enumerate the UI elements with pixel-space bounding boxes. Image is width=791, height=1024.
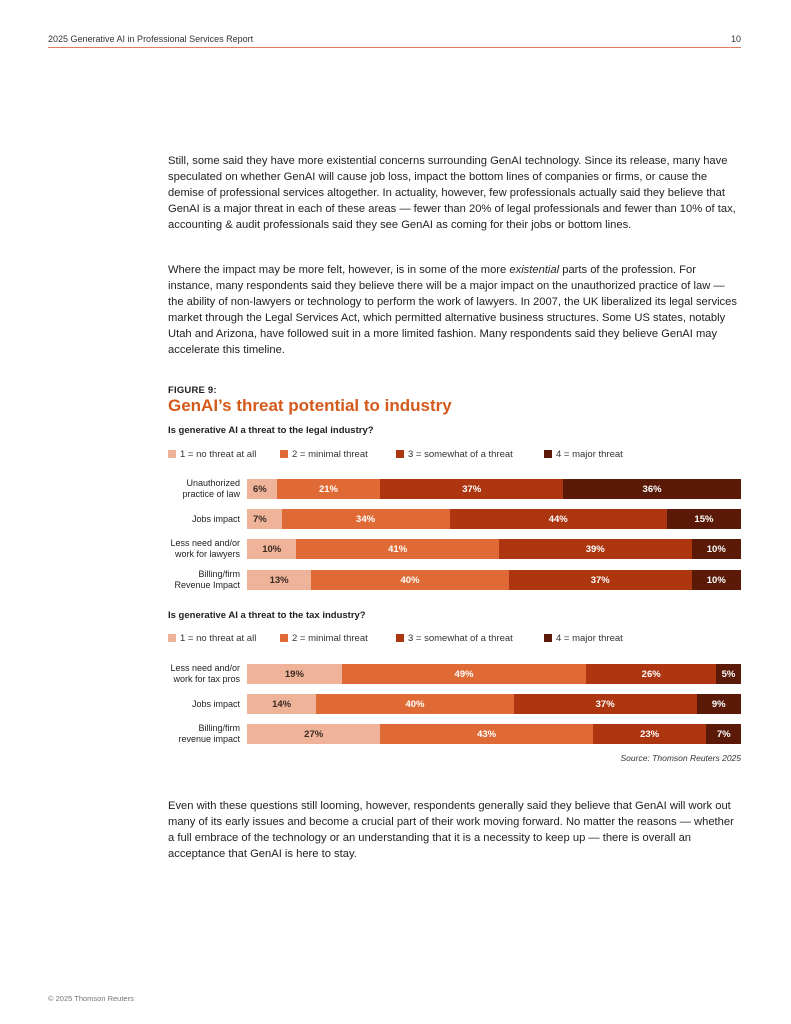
- legal-data-label: 44%: [548, 513, 568, 525]
- legal-row-label: [100, 538, 240, 560]
- tax-bar-row: [247, 664, 741, 684]
- tax-row-label-line: work for tax pros: [173, 674, 240, 684]
- tax-data-label: 26%: [641, 668, 661, 680]
- tax-row-label-line: Jobs impact: [191, 698, 240, 709]
- legal-bar-segment: [499, 539, 692, 559]
- tax-data-label: 5%: [721, 668, 736, 680]
- legal-bar-segment: [247, 570, 311, 590]
- legal-row-label-line: Unauthorized: [186, 478, 240, 488]
- legal-data-label: 10%: [706, 574, 726, 586]
- tax-bar-segment: [247, 724, 380, 744]
- paragraph-2: [168, 262, 741, 358]
- legal-bar-segment: [563, 479, 741, 499]
- legal-data-label: 37%: [590, 574, 610, 586]
- legend-swatch-3: [396, 634, 404, 642]
- tax-bar-segment: [586, 664, 716, 684]
- tax-data-label: 49%: [454, 668, 474, 680]
- legal-row-label: [100, 478, 240, 500]
- legend-label-1: 1 = no threat at all: [180, 449, 257, 460]
- legal-bar-segment: [247, 539, 296, 559]
- tax-bar-segment: [247, 664, 342, 684]
- tax-bar-segment: [593, 724, 707, 744]
- legal-bar-segment: [380, 479, 563, 499]
- legend-swatch-4: [544, 634, 552, 642]
- tax-data-label: 7%: [716, 728, 731, 740]
- tax-bar-row: [247, 724, 741, 744]
- legal-row-label-line: Revenue Impact: [174, 580, 240, 590]
- tax-row-label: [100, 699, 240, 710]
- legal-data-label: 21%: [318, 483, 338, 495]
- legal-bar-segment: [692, 570, 741, 590]
- tax-chart-title: Is generative AI a threat to the tax industry?: [168, 610, 366, 621]
- legend-label-3: 3 = somewhat of a threat: [408, 633, 513, 644]
- tax-data-label: 23%: [640, 728, 660, 740]
- tax-bar-segment: [697, 694, 741, 714]
- legal-row-label-line: practice of law: [182, 489, 240, 499]
- legend-item-3: [396, 633, 513, 644]
- tax-row-label-line: Billing/firm: [198, 723, 240, 733]
- legal-bar-segment: [282, 509, 450, 529]
- tax-row-label: [100, 723, 240, 745]
- legal-data-label: 13%: [269, 574, 289, 586]
- legal-row-label-line: Jobs impact: [191, 513, 240, 524]
- legal-row-label: [100, 569, 240, 591]
- tax-row-label: [100, 663, 240, 685]
- header-title: 2025 Generative AI in Professional Services Report: [48, 34, 254, 44]
- legend-item-1: [168, 633, 256, 644]
- legend-swatch-3: [396, 450, 404, 458]
- legal-data-label: 34%: [356, 513, 376, 525]
- tax-bar-segment: [514, 694, 697, 714]
- legend-swatch-1: [168, 634, 176, 642]
- legal-data-label: 10%: [706, 543, 726, 555]
- page-number: 10: [731, 34, 742, 44]
- legal-bar-segment: [509, 570, 692, 590]
- legend-swatch-2: [280, 634, 288, 642]
- legend-swatch-2: [280, 450, 288, 458]
- legal-bar-row: [247, 539, 741, 559]
- paragraph-2-part-1: Where the impact may be more felt, however, is in some of the more: [168, 264, 510, 276]
- legal-bar-segment: [667, 509, 741, 529]
- legend-item-4: [544, 449, 623, 460]
- legal-data-label: 39%: [585, 543, 605, 555]
- legend-item-3: [396, 449, 513, 460]
- legal-bar-segment: [692, 539, 741, 559]
- legal-bar-segment: [311, 570, 509, 590]
- legal-data-label: 40%: [400, 574, 420, 586]
- header-divider: [48, 47, 741, 48]
- paragraph-1: Still, some said they have more existential concerns surrounding GenAI technology. Since its release, many have speculated on whether GenAI will cause job loss, impact the bottom lines of companies or firms, or cause the demise of professional services altogether. In actuality, however, few professionals actually said they believe that GenAI is a major threat in each of these areas — fewer than 20% of legal professionals and fewer than 10% of tax, accounting & audit professionals said they see GenAI as coming for their jobs or bottom lines.: [168, 155, 736, 231]
- legend-item-2: [280, 449, 368, 460]
- tax-bar-row: [247, 694, 741, 714]
- legend-item-2: [280, 633, 368, 644]
- legal-bar-segment: [247, 509, 282, 529]
- tax-bar-segment: [342, 664, 587, 684]
- legal-bar-segment: [296, 539, 499, 559]
- tax-bar-segment: [380, 724, 592, 744]
- tax-bar-segment: [316, 694, 514, 714]
- figure-label: FIGURE 9:: [168, 385, 217, 396]
- legend-label-2: 2 = minimal threat: [292, 449, 368, 460]
- legal-bar-row: [247, 509, 741, 529]
- legal-data-label: 7%: [253, 513, 267, 525]
- tax-data-label: 40%: [405, 698, 425, 710]
- legal-data-label: 6%: [253, 483, 267, 495]
- tax-data-label: 14%: [272, 698, 292, 710]
- tax-data-label: 27%: [304, 728, 324, 740]
- legend-label-4: 4 = major threat: [556, 633, 623, 644]
- legal-bar-row: [247, 479, 741, 499]
- figure-title: GenAI’s threat potential to industry: [168, 396, 452, 415]
- tax-row-label-line: Less need and/or: [170, 663, 240, 673]
- legend-swatch-1: [168, 450, 176, 458]
- legal-data-label: 10%: [262, 543, 282, 555]
- legal-chart-title: Is generative AI a threat to the legal industry?: [168, 425, 374, 436]
- legal-row-label: [100, 514, 240, 525]
- tax-row-label-line: revenue impact: [178, 734, 240, 744]
- legal-bar-segment: [247, 479, 277, 499]
- legal-bar-row: [247, 570, 741, 590]
- legal-bar-segment: [450, 509, 667, 529]
- legal-row-label-line: work for lawyers: [174, 549, 240, 559]
- legal-data-label: 15%: [694, 513, 714, 525]
- paragraph-2-emphasis: existential: [509, 264, 560, 276]
- tax-data-label: 43%: [477, 728, 497, 740]
- legend-label-3: 3 = somewhat of a threat: [408, 449, 513, 460]
- legend-label-4: 4 = major threat: [556, 449, 623, 460]
- legend-label-1: 1 = no threat at all: [180, 633, 257, 644]
- legend-label-2: 2 = minimal threat: [292, 633, 368, 644]
- copyright: © 2025 Thomson Reuters: [48, 994, 134, 1003]
- legal-data-label: 37%: [462, 483, 482, 495]
- tax-data-label: 19%: [284, 668, 304, 680]
- tax-bar-segment: [706, 724, 741, 744]
- paragraph-2-part-2: parts of the profession. For instance, many respondents said they believe there will be a major impact on the unauthorized practice of law — the ability of non-lawyers or technology to perform the work of lawyers. In 2007, the UK liberalized its legal services market through the Legal Services Act, which permitted alternative business structures. Some US states, notably Utah and Arizona, have followed suit in a more limited fashion. Many respondents said they believe GenAI may accelerate this timeline.: [168, 264, 737, 356]
- legal-row-label-line: Less need and/or: [170, 538, 240, 548]
- legend-item-1: [168, 449, 256, 460]
- legal-data-label: 36%: [642, 483, 662, 495]
- source-note: Source: Thomson Reuters 2025: [620, 753, 741, 763]
- tax-data-label: 9%: [711, 698, 726, 710]
- legend-item-4: [544, 633, 623, 644]
- tax-data-label: 37%: [595, 698, 615, 710]
- tax-bar-segment: [247, 694, 316, 714]
- tax-bar-segment: [716, 664, 741, 684]
- legal-row-label-line: Billing/firm: [198, 569, 240, 579]
- paragraph-3: Even with these questions still looming, however, respondents generally said they believe that GenAI will work out many of its early issues and become a crucial part of their work moving forward. No matter the reasons — whether a full embrace of the technology or an understanding that it is a necessity to keep up — there is overall an acceptance that GenAI is here to stay.: [168, 800, 734, 860]
- legend-swatch-4: [544, 450, 552, 458]
- legal-bar-segment: [277, 479, 381, 499]
- legal-data-label: 41%: [388, 543, 408, 555]
